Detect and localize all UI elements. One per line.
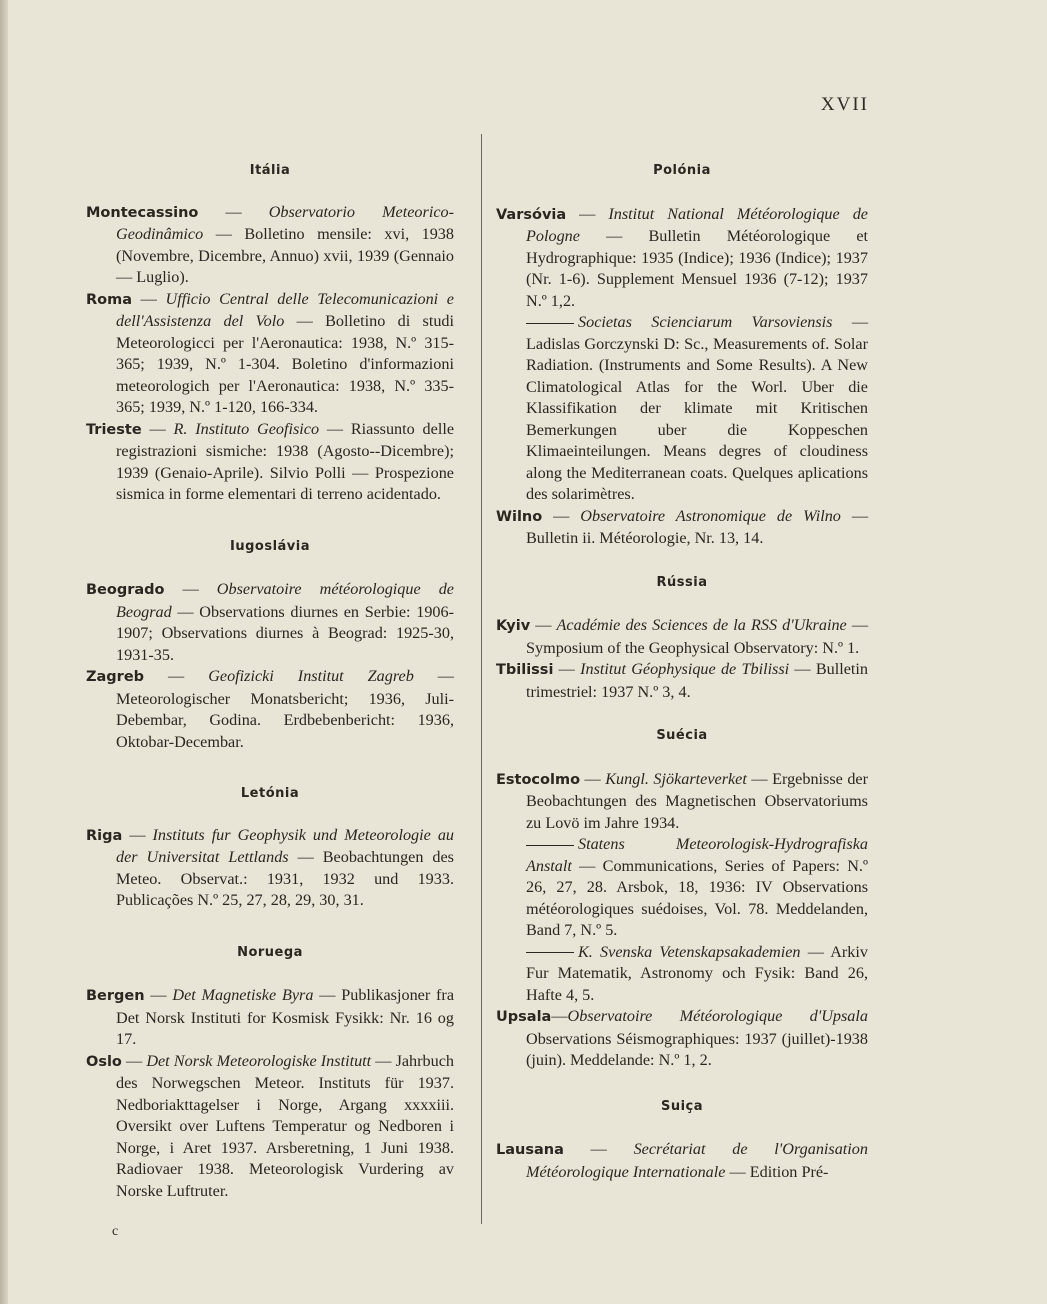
page-number: XVII: [820, 94, 869, 115]
city-name: Bergen: [86, 988, 145, 1004]
right-column: [496, 134, 868, 1183]
publication-entry: [86, 1051, 454, 1203]
country-heading: Rússia: [656, 574, 708, 590]
page-edge: [0, 0, 8, 1304]
publication-entry: [86, 202, 454, 289]
publication-details: — Bulletin Météorologique et Hydrographique: 1935 (Indice); 1936 (Indice); 1937 (Nr. 1-6). Supplement Mensuel 1936 (7-12); 1937 N.º 1,2.: [526, 227, 868, 310]
city-name: Tbilissi: [496, 662, 554, 678]
city-name: Lausana: [496, 1142, 564, 1158]
publication-details: — Jahrbuch des Norwegschen Meteor. Instituts für 1937. Nedboriakttagelser i Norge, Argang xxxxiii. Oversikt over Luftens Temperatur og Nedboren i Norge, i Aret 1937. Arsberetning, 1 Juni 1938. Radiovaer 1938. Meteorologisk Vurdering av Norske Luftruter.: [116, 1051, 455, 1200]
column-divider: [481, 134, 482, 1224]
separator: —: [121, 1051, 147, 1070]
publication-entry: [86, 419, 454, 506]
publication-entry: [86, 289, 454, 419]
separator: —: [198, 202, 269, 221]
institution-name: Statens Meteorologisk-Hydrografiska Anstalt: [526, 835, 868, 875]
separator: —: [542, 506, 581, 525]
publication-entry: [496, 312, 868, 506]
publication-details: — Bolletino mensile: xvi, 1938 (Novembre, Dicembre, Annuo) xvii, 1939 (Gennaio — Luglio).: [116, 225, 454, 286]
publication-entry: [496, 615, 868, 659]
institution-name: Det Magnetiske Byra: [172, 986, 314, 1004]
separator: —: [566, 204, 609, 223]
publication-details: — Ladislas Gorczynski D: Sc., Measurements of. Solar Radiation. (Instruments and Some Results). A New Climatological Atlas for the Worl. Uber die Klassifikation der klimate mit Kritischen Bemerkungen uber die Koppeschen Klimaeinteilungen. Means degres of cloudiness along the Mediterranean coats. Quelques aplications des solarimètres.: [526, 313, 869, 503]
repeat-dash: [526, 323, 574, 324]
publication-details: — Bulletin trimestriel: 1937 N.º 3, 4.: [526, 660, 869, 701]
separator: —: [580, 769, 606, 788]
institution-name: Observatoire météorologique de Beograd: [116, 580, 454, 621]
city-name: Beogrado: [86, 582, 165, 598]
city-name: Trieste: [86, 421, 142, 438]
institution-name: K. Svenska Vetenskapsakademien: [578, 942, 801, 961]
publication-details: — Communications, Series of Papers: N.º 26, 27, 28. Arsbok, 18, 1936: IV Observations météorologiques suédoises, Vol. 78. Meddelanden, Band 7, N.º 5.: [526, 856, 868, 939]
city-name: Estocolmo: [496, 771, 581, 788]
country-heading: Iugoslávia: [230, 538, 310, 554]
separator: —: [563, 1140, 634, 1158]
publication-entry: [496, 506, 868, 550]
left-column: [86, 134, 454, 1202]
publication-details: — Riassunto delle registrazioni sismiche: 1938 (Agosto--Dicembre); 1939 (Genaio-Aprile). Silvio Polli — Prospezione sismica in forme elementari di terreno acidentado.: [116, 419, 455, 503]
publication-details: — Ergebnisse der Beobachtungen des Magnetischen Observatoriums zu Lovö im Jahre 1934.: [526, 769, 869, 832]
separator: —: [553, 660, 581, 678]
separator: —: [164, 580, 217, 598]
institution-name: Kungl. Sjökarteverket: [605, 769, 747, 788]
institution-name: Institut National Météorologique de Pologne: [526, 204, 868, 245]
city-name: Kyiv: [496, 618, 531, 634]
publication-details: — Symposium of the Geophysical Observatory: N.º 1.: [526, 616, 869, 657]
publication-entry: [496, 942, 868, 1007]
repeat-dash: [526, 952, 574, 953]
institution-name: R. Instituto Geofisico: [173, 419, 320, 438]
country-heading: Itália: [249, 163, 291, 178]
city-name: Upsala: [496, 1009, 552, 1025]
country-heading: Noruega: [237, 944, 303, 960]
publication-entry: [496, 1139, 868, 1183]
institution-name: Observatoire Météorologique d'Upsala: [567, 1007, 868, 1025]
institution-name: Det Norsk Meteorologiske Institutt: [146, 1051, 372, 1070]
city-name: Oslo: [86, 1053, 122, 1070]
separator: —: [144, 667, 209, 685]
separator: —: [551, 1007, 568, 1025]
separator: —: [132, 289, 166, 308]
publication-details: — Publikasjoner fra Det Norsk Instituti for Kosmisk Fysikk: Nr. 16 og 17.: [116, 986, 455, 1048]
city-name: Wilno: [496, 508, 543, 525]
publication-details: — Edition Pré-: [725, 1162, 829, 1181]
city-name: Montecassino: [86, 204, 199, 221]
separator: —: [141, 419, 174, 438]
institution-name: Secrétariat de l'Organisation Météorologique Internationale: [526, 1140, 868, 1181]
country-heading: Suiça: [660, 1098, 704, 1114]
publication-entry: [496, 834, 868, 942]
institution-name: Ufficio Central delle Telecomunicazioni e dell'Assistenza del Volo: [116, 289, 454, 330]
separator: —: [122, 825, 153, 844]
institution-name: Instituts fur Geophysik und Meteorologie au der Universitat Lettlands: [116, 825, 455, 866]
institution-name: Observatoire Astronomique de Wilno: [580, 506, 841, 525]
publication-details: — Observations diurnes en Serbie: 1906-1907; Observations diurnes à Beograd: 1925-30, 1931-35.: [116, 602, 454, 664]
city-name: Varsóvia: [496, 206, 567, 223]
publication-entry: [496, 204, 868, 313]
publication-entry: [496, 769, 868, 835]
publication-details: — Bulletin ii. Météorologie, Nr. 13, 14.: [526, 506, 869, 547]
institution-name: Institut Géophysique de Tbilissi: [580, 660, 790, 678]
publication-entry: [86, 579, 454, 666]
institution-name: Societas Scienciarum Varsoviensis: [578, 313, 833, 331]
publication-details: — Bolletino di studi Meteorologicci per l'Aeronautica: 1938, N.º 315-365; 1939, N.º 1-304. Boletino d'informazioni meteorologich per l'Aeronautica: 1938, N.º 335-365; 1939, N.º 1-120, 166-334.: [116, 312, 454, 416]
separator: —: [144, 986, 173, 1004]
publication-details: — Meteorologischer Monatsbericht; 1936, Juli-Debembar, Godina. Erdbebenbericht: 1936, Oktobar-Decembar.: [116, 667, 454, 751]
institution-name: Académie des Sciences de la RSS d'Ukraine: [556, 616, 847, 634]
publication-details: — Arkiv Fur Matematik, Astronomy och Fysik: Band 26, Hafte 4, 5.: [526, 942, 868, 1004]
institution-name: Geofizicki Institut Zagreb: [208, 667, 414, 685]
printer-signature: c: [112, 1224, 119, 1239]
institution-name: Observatorio Meteorico-Geodinâmico: [116, 202, 454, 243]
publication-details: — Beobachtungen des Meteo. Observat.: 1931, 1932 und 1933. Publicações N.º 25, 27, 28, 29, 30, 31.: [116, 848, 454, 909]
country-heading: Letónia: [240, 786, 300, 801]
publication-entry: [496, 1006, 868, 1072]
country-heading: Suécia: [656, 728, 708, 743]
publication-entry: [86, 825, 454, 912]
country-heading: Polónia: [653, 163, 711, 178]
city-name: Zagreb: [86, 669, 145, 685]
publication-entry: [86, 666, 454, 753]
publication-entry: [86, 985, 454, 1051]
repeat-dash: [526, 845, 574, 846]
publication-entry: [496, 659, 868, 703]
city-name: Roma: [86, 291, 133, 308]
city-name: Riga: [86, 827, 123, 844]
separator: —: [530, 616, 557, 634]
publication-details: Observations Séismographiques: 1937 (juillet)-1938 (juin). Meddelande: N.º 1, 2.: [526, 1029, 868, 1069]
